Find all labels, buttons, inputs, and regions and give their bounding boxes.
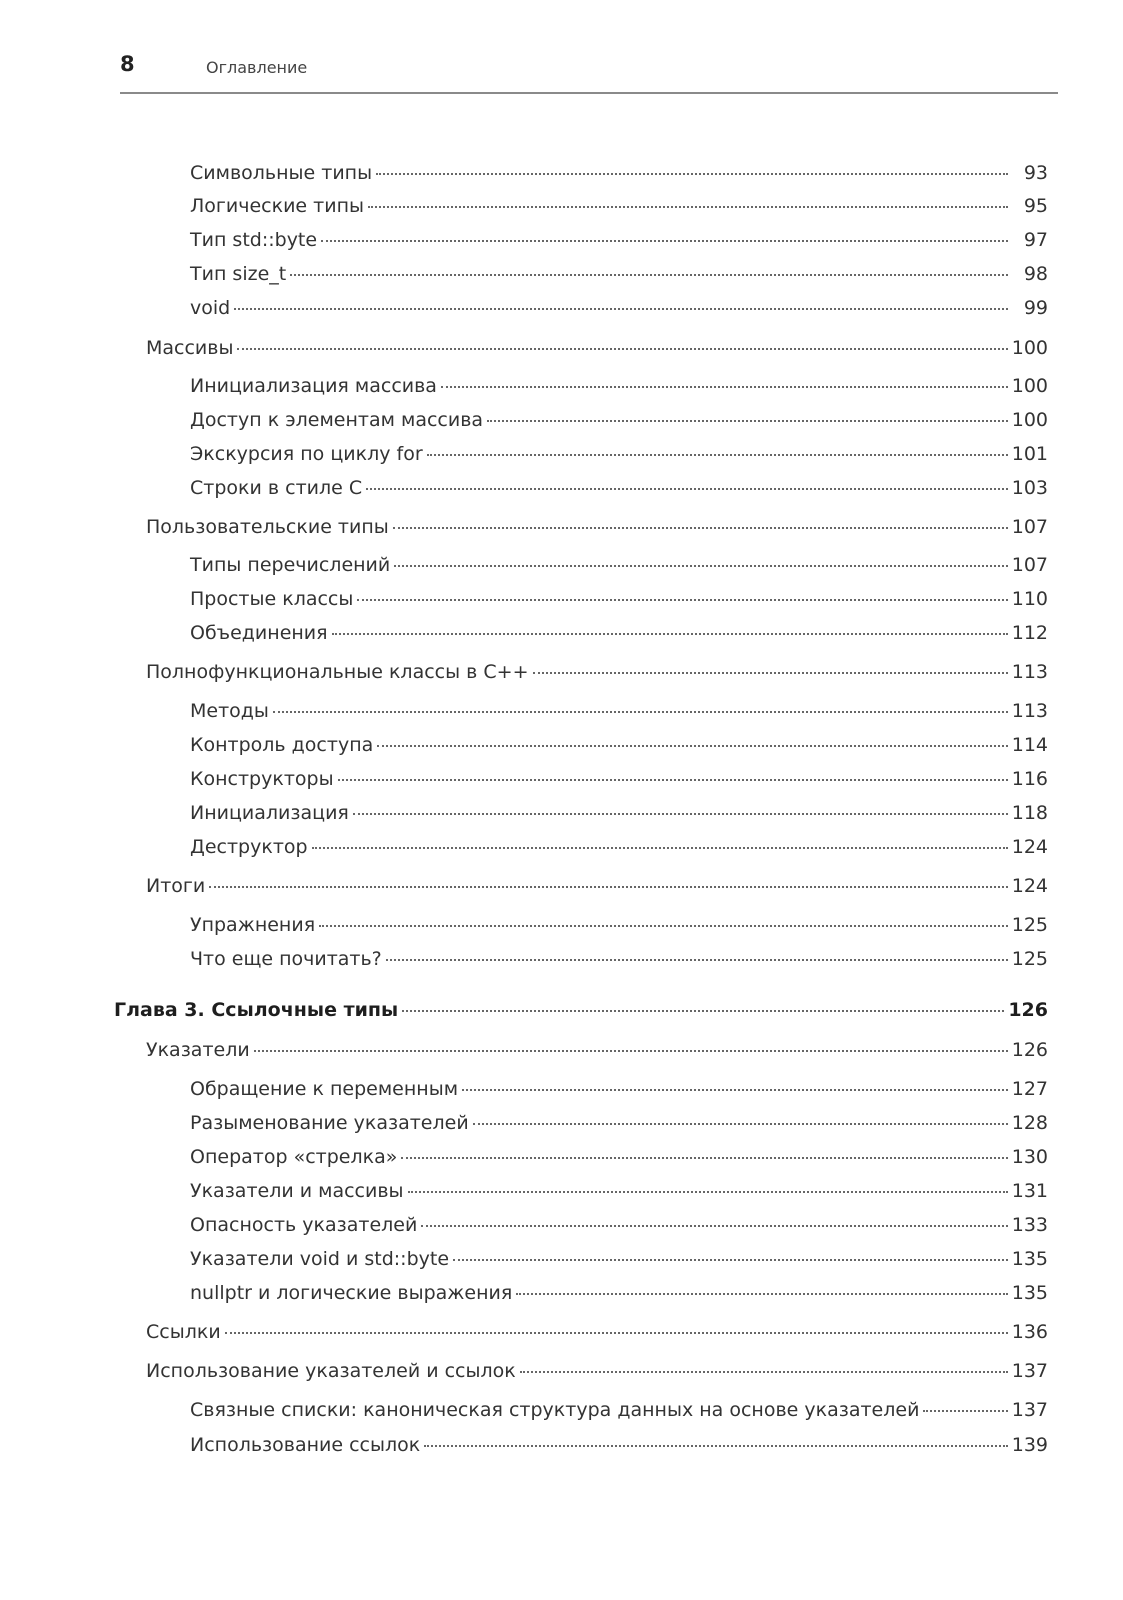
page-number: 8 <box>120 52 135 76</box>
toc-entry <box>146 659 1048 685</box>
toc-entry <box>146 1358 1048 1384</box>
toc-page-number: 107 <box>1011 516 1048 538</box>
toc-dot-leader <box>487 419 1008 422</box>
toc-entry <box>190 1076 1048 1102</box>
toc-entry <box>190 698 1048 724</box>
toc-dot-leader <box>421 1224 1007 1227</box>
toc-page-number: 126 <box>1008 999 1048 1021</box>
toc-page-number: 126 <box>1011 1039 1048 1061</box>
toc-dot-leader <box>357 598 1007 601</box>
toc-page-number: 95 <box>1023 195 1048 217</box>
toc-entry-title: Обращение к переменным <box>190 1078 459 1100</box>
toc-entry-title: Использование указателей и ссылок <box>146 1360 516 1382</box>
toc-entry <box>190 552 1048 578</box>
toc-entry <box>190 620 1048 646</box>
toc-dot-leader <box>321 239 1008 242</box>
toc-page-number: 103 <box>1011 477 1048 499</box>
toc-dot-leader <box>923 1409 1007 1412</box>
toc-page-number: 133 <box>1011 1214 1048 1236</box>
toc-dot-leader <box>402 1009 1004 1012</box>
running-title: Оглавление <box>206 58 308 77</box>
toc-page-number: 125 <box>1011 948 1048 970</box>
toc-page-number: 110 <box>1011 588 1048 610</box>
toc-entry <box>146 1319 1048 1345</box>
toc-dot-leader <box>427 453 1008 456</box>
toc-chapter-entry <box>114 997 1048 1023</box>
toc-entry <box>190 834 1048 860</box>
toc-entry-title: Что еще почитать? <box>190 948 382 970</box>
toc-dot-leader <box>394 564 1007 567</box>
toc-dot-leader <box>353 812 1008 815</box>
toc-dot-leader <box>376 172 1008 175</box>
toc-entry-title: Массивы <box>146 337 234 359</box>
toc-entry <box>190 407 1048 433</box>
toc-entry-title: Строки в стиле C <box>190 477 363 499</box>
toc-dot-leader <box>473 1122 1008 1125</box>
toc-entry-title: Простые классы <box>190 588 354 610</box>
toc-entry <box>190 1280 1048 1306</box>
toc-dot-leader <box>312 846 1008 849</box>
toc-dot-leader <box>338 778 1008 781</box>
toc-entry <box>190 475 1048 501</box>
toc-page-number: 124 <box>1011 836 1048 858</box>
toc-dot-leader <box>401 1156 1007 1159</box>
toc-page-number: 127 <box>1011 1078 1048 1100</box>
toc-dot-leader <box>516 1292 1007 1295</box>
toc-entry <box>190 227 1048 253</box>
toc-entry <box>190 1397 1048 1423</box>
toc-page-number: 113 <box>1011 661 1048 683</box>
toc-entry <box>190 1144 1048 1170</box>
toc-entry-title: Пользовательские типы <box>146 516 389 538</box>
toc-entry <box>190 295 1048 321</box>
toc-entry-title: Тип size_t <box>190 263 287 285</box>
toc-dot-leader <box>237 347 1007 350</box>
toc-entry-title: Упражнения <box>190 914 316 936</box>
toc-entry <box>190 160 1048 186</box>
toc-dot-leader <box>377 744 1007 747</box>
toc-entry <box>190 1110 1048 1136</box>
toc-dot-leader <box>408 1190 1008 1193</box>
toc-page-number: 100 <box>1011 337 1048 359</box>
toc-entry <box>190 800 1048 826</box>
toc-page-number: 98 <box>1023 263 1048 285</box>
toc-dot-leader <box>453 1258 1008 1261</box>
toc-dot-leader <box>368 205 1008 208</box>
toc-dot-leader <box>393 526 1008 529</box>
toc-entry <box>190 732 1048 758</box>
toc-page-number: 139 <box>1011 1434 1048 1456</box>
toc-dot-leader <box>254 1049 1008 1052</box>
toc-entry <box>146 335 1048 361</box>
toc-entry <box>190 586 1048 612</box>
toc-entry <box>190 1432 1048 1458</box>
toc-entry-title: Связные списки: каноническая структура данных на основе указателей <box>190 1399 920 1421</box>
toc-page-number: 124 <box>1011 875 1048 897</box>
toc-entry-title: Полнофункциональные классы в C++ <box>146 661 529 683</box>
toc-page-number: 97 <box>1023 229 1048 251</box>
toc-entry-title: Разыменование указателей <box>190 1112 469 1134</box>
toc-dot-leader <box>225 1331 1008 1334</box>
toc-entry-title: Ссылки <box>146 1321 221 1343</box>
toc-entry-title: Логические типы <box>190 195 364 217</box>
toc-page-number: 135 <box>1011 1282 1048 1304</box>
toc-dot-leader <box>424 1444 1007 1447</box>
toc-entry <box>146 1037 1048 1063</box>
toc-entry <box>190 441 1048 467</box>
toc-entry-title: Опасность указателей <box>190 1214 418 1236</box>
toc-page-number: 137 <box>1011 1399 1048 1421</box>
toc-entry <box>190 373 1048 399</box>
toc-page-number: 137 <box>1011 1360 1048 1382</box>
toc-entry-title: Оператор «стрелка» <box>190 1146 398 1168</box>
toc-dot-leader <box>234 307 1008 310</box>
toc-entry <box>190 766 1048 792</box>
toc-entry-title: Объединения <box>190 622 328 644</box>
toc-entry-title: Итоги <box>146 875 206 897</box>
toc-entry <box>190 1246 1048 1272</box>
toc-dot-leader <box>462 1088 1008 1091</box>
toc-entry-title: Тип std::byte <box>190 229 318 251</box>
toc-entry-title: Инициализация <box>190 802 349 824</box>
toc-dot-leader <box>520 1370 1008 1373</box>
toc-entry-title: Символьные типы <box>190 162 373 184</box>
toc-page-number: 107 <box>1011 554 1048 576</box>
toc-entry <box>190 912 1048 938</box>
toc-dot-leader <box>386 958 1008 961</box>
toc-dot-leader <box>332 632 1008 635</box>
toc-dot-leader <box>533 671 1008 674</box>
toc-dot-leader <box>441 385 1008 388</box>
toc-page-number: 101 <box>1011 443 1048 465</box>
toc-dot-leader <box>209 885 1007 888</box>
toc-entry-title: Экскурсия по циклу for <box>190 443 423 465</box>
toc-page-number: 131 <box>1011 1180 1048 1202</box>
toc-entry-title: Типы перечислений <box>190 554 391 576</box>
toc-entry-title: Указатели <box>146 1039 250 1061</box>
toc-page-number: 100 <box>1011 375 1048 397</box>
toc-page-number: 99 <box>1023 297 1048 319</box>
toc-page-number: 128 <box>1011 1112 1048 1134</box>
toc-entry <box>190 1212 1048 1238</box>
toc-entry <box>146 873 1048 899</box>
toc-entry-title: Деструктор <box>190 836 308 858</box>
toc-entry <box>190 261 1048 287</box>
toc-entry <box>190 193 1048 219</box>
toc-page-number: 125 <box>1011 914 1048 936</box>
toc-entry-title: Контроль доступа <box>190 734 374 756</box>
toc-page-number: 112 <box>1011 622 1048 644</box>
toc-page-number: 136 <box>1011 1321 1048 1343</box>
toc-page-number: 130 <box>1011 1146 1048 1168</box>
toc-entry-title: Конструкторы <box>190 768 334 790</box>
toc-page-number: 113 <box>1011 700 1048 722</box>
toc-page-number: 114 <box>1011 734 1048 756</box>
toc-entry <box>190 1178 1048 1204</box>
toc-entry-title: Указатели и массивы <box>190 1180 404 1202</box>
toc-entry-title: Указатели void и std::byte <box>190 1248 450 1270</box>
toc-page-number: 100 <box>1011 409 1048 431</box>
toc-page-number: 135 <box>1011 1248 1048 1270</box>
toc-entry-title: Доступ к элементам массива <box>190 409 484 431</box>
toc-entry-title: Глава 3. Ссылочные типы <box>114 999 399 1021</box>
toc-page-number: 93 <box>1023 162 1048 184</box>
toc-entry-title: void <box>190 297 231 319</box>
toc-entry-title: Методы <box>190 700 269 722</box>
toc-dot-leader <box>273 710 1008 713</box>
toc-entry <box>190 946 1048 972</box>
toc-entry-title: Использование ссылок <box>190 1434 421 1456</box>
toc-entry <box>146 514 1048 540</box>
toc-page-number: 116 <box>1011 768 1048 790</box>
toc-dot-leader <box>290 273 1008 276</box>
toc-entry-title: Инициализация массива <box>190 375 437 397</box>
toc-page-number: 118 <box>1011 802 1048 824</box>
toc-dot-leader <box>319 924 1008 927</box>
toc-entry-title: nullptr и логические выражения <box>190 1282 513 1304</box>
toc-dot-leader <box>366 487 1008 490</box>
